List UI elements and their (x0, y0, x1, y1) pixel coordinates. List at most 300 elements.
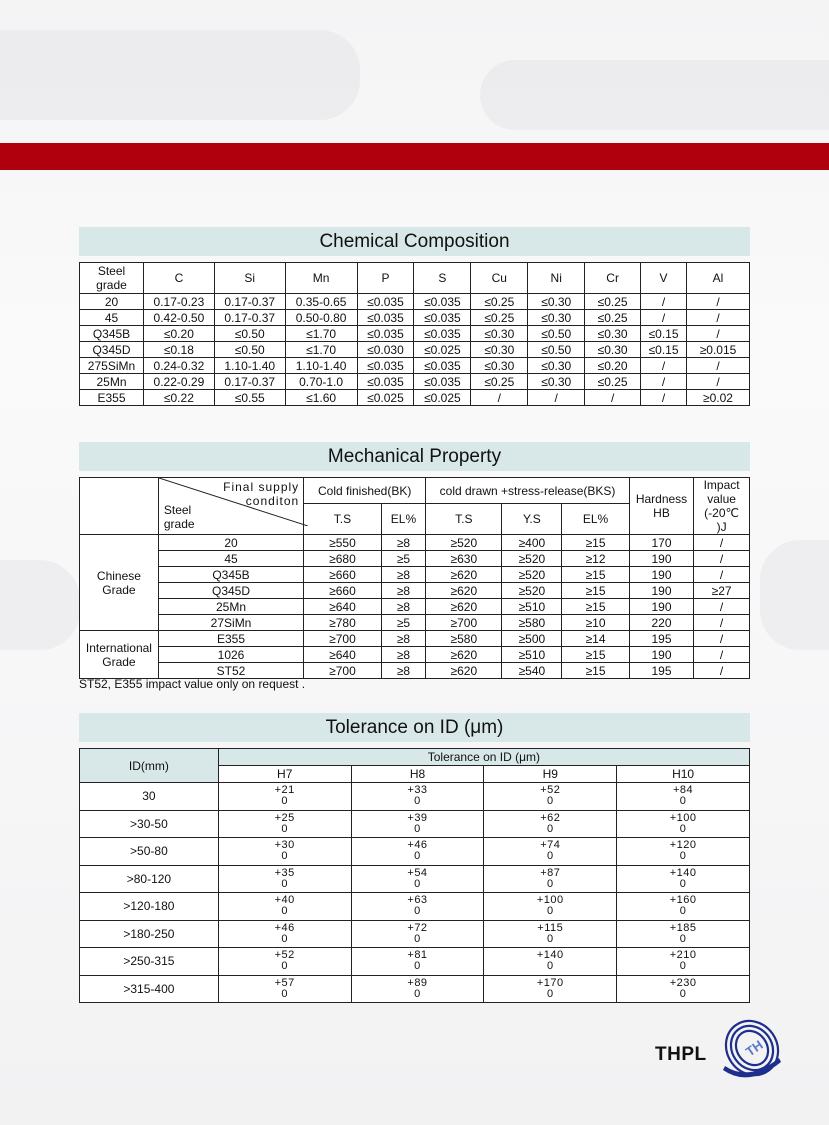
table-cell: ≤0.035 (414, 294, 471, 310)
tolerance-cell (351, 783, 484, 811)
tolerance-cell (218, 783, 351, 811)
lower-deviation: 0 (414, 822, 421, 835)
table-cell: ≤0.25 (471, 374, 528, 390)
lower-deviation: 0 (679, 795, 687, 808)
lower-deviation: 0 (546, 960, 554, 973)
table-cell: ≤0.20 (143, 326, 214, 342)
table-row (80, 535, 750, 551)
table-cell: 0.17-0.37 (214, 310, 285, 326)
diagonal-header-cell (158, 478, 303, 535)
table-cell: ≥12 (562, 551, 630, 567)
table-cell: 1026 (158, 647, 303, 663)
table-cell: ≥700 (304, 631, 382, 647)
column-header: T.S (304, 504, 382, 535)
column-header: Ni (528, 263, 585, 294)
impact-header: Impact value (-20℃ )J (694, 478, 750, 535)
table-cell: ≥15 (562, 599, 630, 615)
upper-deviation: +140 (536, 949, 564, 962)
table-cell: Q345B (158, 567, 303, 583)
lower-deviation: 0 (546, 850, 554, 863)
table-cell: ≤0.50 (528, 342, 585, 358)
grade-group-label: Chinese Grade (80, 535, 159, 631)
upper-deviation: +210 (669, 949, 697, 962)
thpl-logo (655, 1018, 785, 1078)
lower-deviation: 0 (679, 960, 687, 973)
cold-drawn-header: cold drawn +stress-release(BKS) (426, 478, 630, 504)
table-row (80, 783, 750, 811)
tolerance-cell (617, 810, 750, 838)
table-cell: ≤0.30 (528, 294, 585, 310)
table-cell: ≥680 (304, 551, 382, 567)
tolerance-cell (484, 838, 617, 866)
table-cell: ≥14 (562, 631, 630, 647)
table-row (80, 390, 750, 406)
table-cell: E355 (80, 390, 144, 406)
tolerance-cell (351, 920, 484, 948)
table-cell: 195 (629, 631, 693, 647)
lower-deviation: 0 (546, 822, 554, 835)
lower-deviation: 0 (414, 905, 421, 918)
table-cell: ≤0.50 (528, 326, 585, 342)
upper-deviation: +25 (274, 811, 295, 824)
table-cell: / (687, 374, 750, 390)
table-cell: ≥400 (502, 535, 562, 551)
upper-deviation: +46 (274, 921, 295, 934)
header-red-band (0, 143, 829, 170)
id-cell: >50-80 (80, 838, 219, 866)
table-cell: / (694, 663, 750, 679)
table-cell: ≤0.25 (471, 294, 528, 310)
table-cell: / (694, 631, 750, 647)
table-cell: ≥580 (426, 631, 502, 647)
table-row (80, 838, 750, 866)
upper-deviation: +160 (669, 894, 697, 907)
impact-note: ST52, E355 impact value only on request . (79, 677, 306, 691)
table-cell: ≤0.30 (585, 342, 641, 358)
upper-deviation: +39 (407, 811, 428, 824)
tolerance-cell (351, 948, 484, 976)
grade-group-label: International Grade (80, 631, 159, 679)
column-header: Al (687, 263, 750, 294)
table-cell: ≥520 (502, 583, 562, 599)
table-cell: 0.35-0.65 (285, 294, 357, 310)
column-header: Si (214, 263, 285, 294)
upper-deviation: +84 (673, 784, 694, 797)
tolerance-group-header: Tolerance on ID (μm) (218, 749, 749, 766)
table-cell: ≤0.22 (143, 390, 214, 406)
tolerance-cell (351, 893, 484, 921)
table-cell: ≤0.035 (357, 374, 414, 390)
table-cell: ≥620 (426, 583, 502, 599)
table-cell: 220 (629, 615, 693, 631)
lower-deviation: 0 (281, 822, 289, 835)
upper-deviation: +62 (540, 811, 561, 824)
steel-grade-label: Steel grade (163, 503, 195, 531)
table-cell: 190 (629, 599, 693, 615)
lower-deviation: 0 (679, 905, 687, 918)
table-cell: 25Mn (158, 599, 303, 615)
table-cell: ≤0.25 (471, 310, 528, 326)
table-cell: ≥640 (304, 599, 382, 615)
table-cell: ≥8 (381, 599, 425, 615)
tolerance-cell (351, 838, 484, 866)
table-cell: ≤0.30 (528, 358, 585, 374)
table-cell: ≥0.02 (687, 390, 750, 406)
column-header: H8 (351, 766, 484, 783)
table-cell: ≤0.035 (414, 358, 471, 374)
table-cell: E355 (158, 631, 303, 647)
table-cell: ≤0.035 (357, 310, 414, 326)
table-cell: ≥27 (694, 583, 750, 599)
table-cell: 25Mn (80, 374, 144, 390)
tolerance-cell (484, 893, 617, 921)
table-cell: / (641, 294, 687, 310)
lower-deviation: 0 (414, 960, 421, 973)
table-cell: / (687, 326, 750, 342)
tolerance-cell (484, 810, 617, 838)
lower-deviation: 0 (414, 795, 421, 808)
table-cell: / (694, 535, 750, 551)
table-cell: ≤0.30 (528, 374, 585, 390)
table-cell: ≤0.030 (357, 342, 414, 358)
brand-name: THPL (655, 1044, 707, 1065)
table-cell: 190 (629, 567, 693, 583)
table-cell: ≥620 (426, 647, 502, 663)
lower-deviation: 0 (414, 877, 421, 890)
table-cell: / (694, 599, 750, 615)
background-shape (760, 540, 829, 650)
mechanical-property-table (79, 477, 750, 679)
table-cell: ≥8 (381, 535, 425, 551)
table-row (80, 631, 750, 647)
table-cell: ≤0.15 (641, 326, 687, 342)
table-cell: ≥520 (502, 551, 562, 567)
lower-deviation: 0 (281, 795, 289, 808)
table-cell: ≤0.18 (143, 342, 214, 358)
column-header: Cr (585, 263, 641, 294)
tolerance-cell (218, 893, 351, 921)
table-cell: ≥700 (304, 663, 382, 679)
upper-deviation: +30 (274, 839, 295, 852)
table-cell: Q345D (80, 342, 144, 358)
table-cell: ≥15 (562, 663, 630, 679)
table-row (80, 865, 750, 893)
table-cell: 27SiMn (158, 615, 303, 631)
table-cell: ≥15 (562, 583, 630, 599)
table-row (80, 893, 750, 921)
table-row (80, 310, 750, 326)
final-supply-condition-label: Final supply conditon (223, 480, 300, 508)
lower-deviation: 0 (281, 905, 289, 918)
tolerance-cell (218, 948, 351, 976)
table-cell: ≤0.035 (414, 310, 471, 326)
table-row (80, 294, 750, 310)
tolerance-title: Tolerance on ID (μm) (79, 713, 750, 742)
tolerance-cell (617, 893, 750, 921)
table-cell: ≥0.015 (687, 342, 750, 358)
column-header: C (143, 263, 214, 294)
lower-deviation: 0 (281, 960, 289, 973)
background-shape (480, 60, 829, 130)
table-cell: ≥580 (502, 615, 562, 631)
table-cell: ≤1.70 (285, 326, 357, 342)
table-cell: ≥10 (562, 615, 630, 631)
table-row (80, 326, 750, 342)
table-row (80, 358, 750, 374)
table-cell: ≤0.30 (471, 326, 528, 342)
lower-deviation: 0 (546, 987, 554, 1000)
upper-deviation: +21 (274, 784, 295, 797)
lower-deviation: 0 (546, 905, 554, 918)
tolerance-cell (351, 810, 484, 838)
upper-deviation: +100 (536, 894, 564, 907)
table-cell: ≥8 (381, 647, 425, 663)
upper-deviation: +54 (407, 866, 428, 879)
table-cell: ≤0.025 (357, 390, 414, 406)
table-cell: ≥520 (426, 535, 502, 551)
table-cell: / (641, 358, 687, 374)
table-cell: / (471, 390, 528, 406)
upper-deviation: +185 (669, 921, 697, 934)
column-header: P (357, 263, 414, 294)
upper-deviation: +100 (669, 811, 697, 824)
table-cell: 190 (629, 551, 693, 567)
tolerance-cell (617, 865, 750, 893)
upper-deviation: +52 (540, 784, 561, 797)
table-cell: 20 (80, 294, 144, 310)
tolerance-cell (218, 975, 351, 1003)
table-cell: / (687, 294, 750, 310)
table-cell: ≥8 (381, 583, 425, 599)
table-cell: ≤0.15 (641, 342, 687, 358)
table-row (80, 975, 750, 1003)
table-cell: 0.22-0.29 (143, 374, 214, 390)
table-cell: ≥5 (381, 551, 425, 567)
emblem-text: TH (742, 1037, 766, 1060)
table-row (80, 948, 750, 976)
table-cell: ≤0.035 (357, 294, 414, 310)
tolerance-cell (484, 920, 617, 948)
id-cell: >250-315 (80, 948, 219, 976)
table-cell: / (687, 310, 750, 326)
table-cell: 1.10-1.40 (214, 358, 285, 374)
table-cell: ≥520 (502, 567, 562, 583)
table-row (80, 567, 750, 583)
table-cell: 0.17-0.37 (214, 294, 285, 310)
column-header: H9 (484, 766, 617, 783)
column-header: Cu (471, 263, 528, 294)
table-row (80, 342, 750, 358)
table-cell: ≤0.035 (357, 326, 414, 342)
table-cell: ≥8 (381, 567, 425, 583)
table-cell: / (641, 374, 687, 390)
tolerance-cell (617, 838, 750, 866)
table-row (80, 810, 750, 838)
upper-deviation: +120 (669, 839, 697, 852)
upper-deviation: +46 (407, 839, 428, 852)
lower-deviation: 0 (546, 795, 554, 808)
thpl-emblem-icon (719, 1018, 785, 1078)
table-cell: ≤0.035 (414, 326, 471, 342)
table-cell: ≤0.30 (471, 342, 528, 358)
table-cell: ≤0.25 (585, 310, 641, 326)
table-cell: ≥15 (562, 567, 630, 583)
lower-deviation: 0 (679, 822, 687, 835)
lower-deviation: 0 (679, 932, 687, 945)
upper-deviation: +35 (274, 866, 295, 879)
table-cell: ≥620 (426, 663, 502, 679)
id-cell: >120-180 (80, 893, 219, 921)
upper-deviation: +72 (407, 921, 428, 934)
column-header: H7 (218, 766, 351, 783)
upper-deviation: +40 (274, 894, 295, 907)
lower-deviation: 0 (414, 987, 421, 1000)
tolerance-cell (484, 783, 617, 811)
table-cell: ≤0.55 (214, 390, 285, 406)
table-cell: ≤0.30 (528, 310, 585, 326)
table-cell: ≤0.20 (585, 358, 641, 374)
tolerance-cell (218, 920, 351, 948)
table-cell: ≤1.70 (285, 342, 357, 358)
table-cell: ≥640 (304, 647, 382, 663)
id-cell: >315-400 (80, 975, 219, 1003)
table-cell: 45 (80, 310, 144, 326)
table-cell: Q345B (80, 326, 144, 342)
cold-finished-header: Cold finished(BK) (304, 478, 426, 504)
upper-deviation: +63 (407, 894, 428, 907)
table-cell: ≥620 (426, 599, 502, 615)
table-cell: ≥660 (304, 583, 382, 599)
table-cell: ≥620 (426, 567, 502, 583)
upper-deviation: +81 (407, 949, 428, 962)
table-cell: Q345D (158, 583, 303, 599)
tolerance-cell (484, 948, 617, 976)
table-cell: 0.24-0.32 (143, 358, 214, 374)
column-header: T.S (426, 504, 502, 535)
background-shape (0, 560, 80, 650)
table-cell: 275SiMn (80, 358, 144, 374)
chemical-composition-title: Chemical Composition (79, 227, 750, 256)
id-cell: >180-250 (80, 920, 219, 948)
mechanical-property-title: Mechanical Property (79, 442, 750, 471)
id-cell: >30-50 (80, 810, 219, 838)
tolerance-cell (218, 810, 351, 838)
table-cell: ≤0.50 (214, 326, 285, 342)
table-cell: / (641, 310, 687, 326)
chemical-composition-table (79, 262, 750, 406)
table-row (80, 647, 750, 663)
table-cell: ≥660 (304, 567, 382, 583)
upper-deviation: +33 (407, 784, 428, 797)
lower-deviation: 0 (679, 850, 687, 863)
table-cell: ≥5 (381, 615, 425, 631)
table-cell: 20 (158, 535, 303, 551)
table-row (80, 615, 750, 631)
table-cell: ≤0.035 (357, 358, 414, 374)
table-cell: 0.42-0.50 (143, 310, 214, 326)
lower-deviation: 0 (546, 932, 554, 945)
table-cell: 0.17-0.23 (143, 294, 214, 310)
upper-deviation: +115 (537, 921, 564, 934)
table-header-row (80, 263, 750, 294)
table-cell: ≥540 (502, 663, 562, 679)
table-cell: ST52 (158, 663, 303, 679)
table-cell: 195 (629, 663, 693, 679)
table-cell: / (694, 647, 750, 663)
upper-deviation: +74 (540, 839, 561, 852)
table-row (80, 920, 750, 948)
id-cell: >80-120 (80, 865, 219, 893)
lower-deviation: 0 (281, 850, 289, 863)
table-cell: ≥8 (381, 631, 425, 647)
table-cell: 170 (629, 535, 693, 551)
tolerance-cell (617, 920, 750, 948)
table-cell: ≤0.50 (214, 342, 285, 358)
table-cell: / (641, 390, 687, 406)
tolerance-table (79, 748, 750, 1003)
tolerance-cell (351, 975, 484, 1003)
table-cell: ≤0.035 (414, 374, 471, 390)
column-header: S (414, 263, 471, 294)
table-cell: 0.50-0.80 (285, 310, 357, 326)
table-cell: ≥15 (562, 647, 630, 663)
id-header: ID(mm) (80, 749, 219, 783)
upper-deviation: +140 (669, 866, 697, 879)
lower-deviation: 0 (414, 850, 421, 863)
upper-deviation: +230 (669, 976, 697, 989)
table-cell: ≥510 (502, 599, 562, 615)
id-cell: 30 (80, 783, 219, 811)
table-cell: 190 (629, 583, 693, 599)
table-cell: ≤0.025 (414, 390, 471, 406)
upper-deviation: +89 (407, 976, 428, 989)
column-header: EL% (381, 504, 425, 535)
lower-deviation: 0 (281, 932, 289, 945)
tolerance-cell (484, 865, 617, 893)
table-cell: ≥780 (304, 615, 382, 631)
tolerance-cell (617, 948, 750, 976)
table-cell: 45 (158, 551, 303, 567)
table-cell: 190 (629, 647, 693, 663)
table-cell: / (694, 551, 750, 567)
table-cell: ≤0.30 (585, 326, 641, 342)
table-cell: ≤0.25 (585, 374, 641, 390)
background-shape (0, 30, 360, 120)
table-cell: ≥8 (381, 663, 425, 679)
table-cell: 0.17-0.37 (214, 374, 285, 390)
empty-corner-cell (80, 478, 159, 535)
column-header: Y.S (502, 504, 562, 535)
tolerance-cell (218, 865, 351, 893)
upper-deviation: +87 (540, 866, 561, 879)
column-header: Steel grade (80, 263, 144, 294)
hardness-header: Hardness HB (629, 478, 693, 535)
table-cell: / (687, 358, 750, 374)
lower-deviation: 0 (281, 987, 289, 1000)
table-cell: 0.70-1.0 (285, 374, 357, 390)
table-cell: ≥500 (502, 631, 562, 647)
table-cell: ≥700 (426, 615, 502, 631)
table-cell: / (694, 615, 750, 631)
table-cell: ≤0.025 (414, 342, 471, 358)
tolerance-cell (218, 838, 351, 866)
lower-deviation: 0 (281, 877, 289, 890)
lower-deviation: 0 (679, 987, 687, 1000)
column-header: Mn (285, 263, 357, 294)
table-row (80, 583, 750, 599)
table-row (80, 374, 750, 390)
table-cell: / (585, 390, 641, 406)
